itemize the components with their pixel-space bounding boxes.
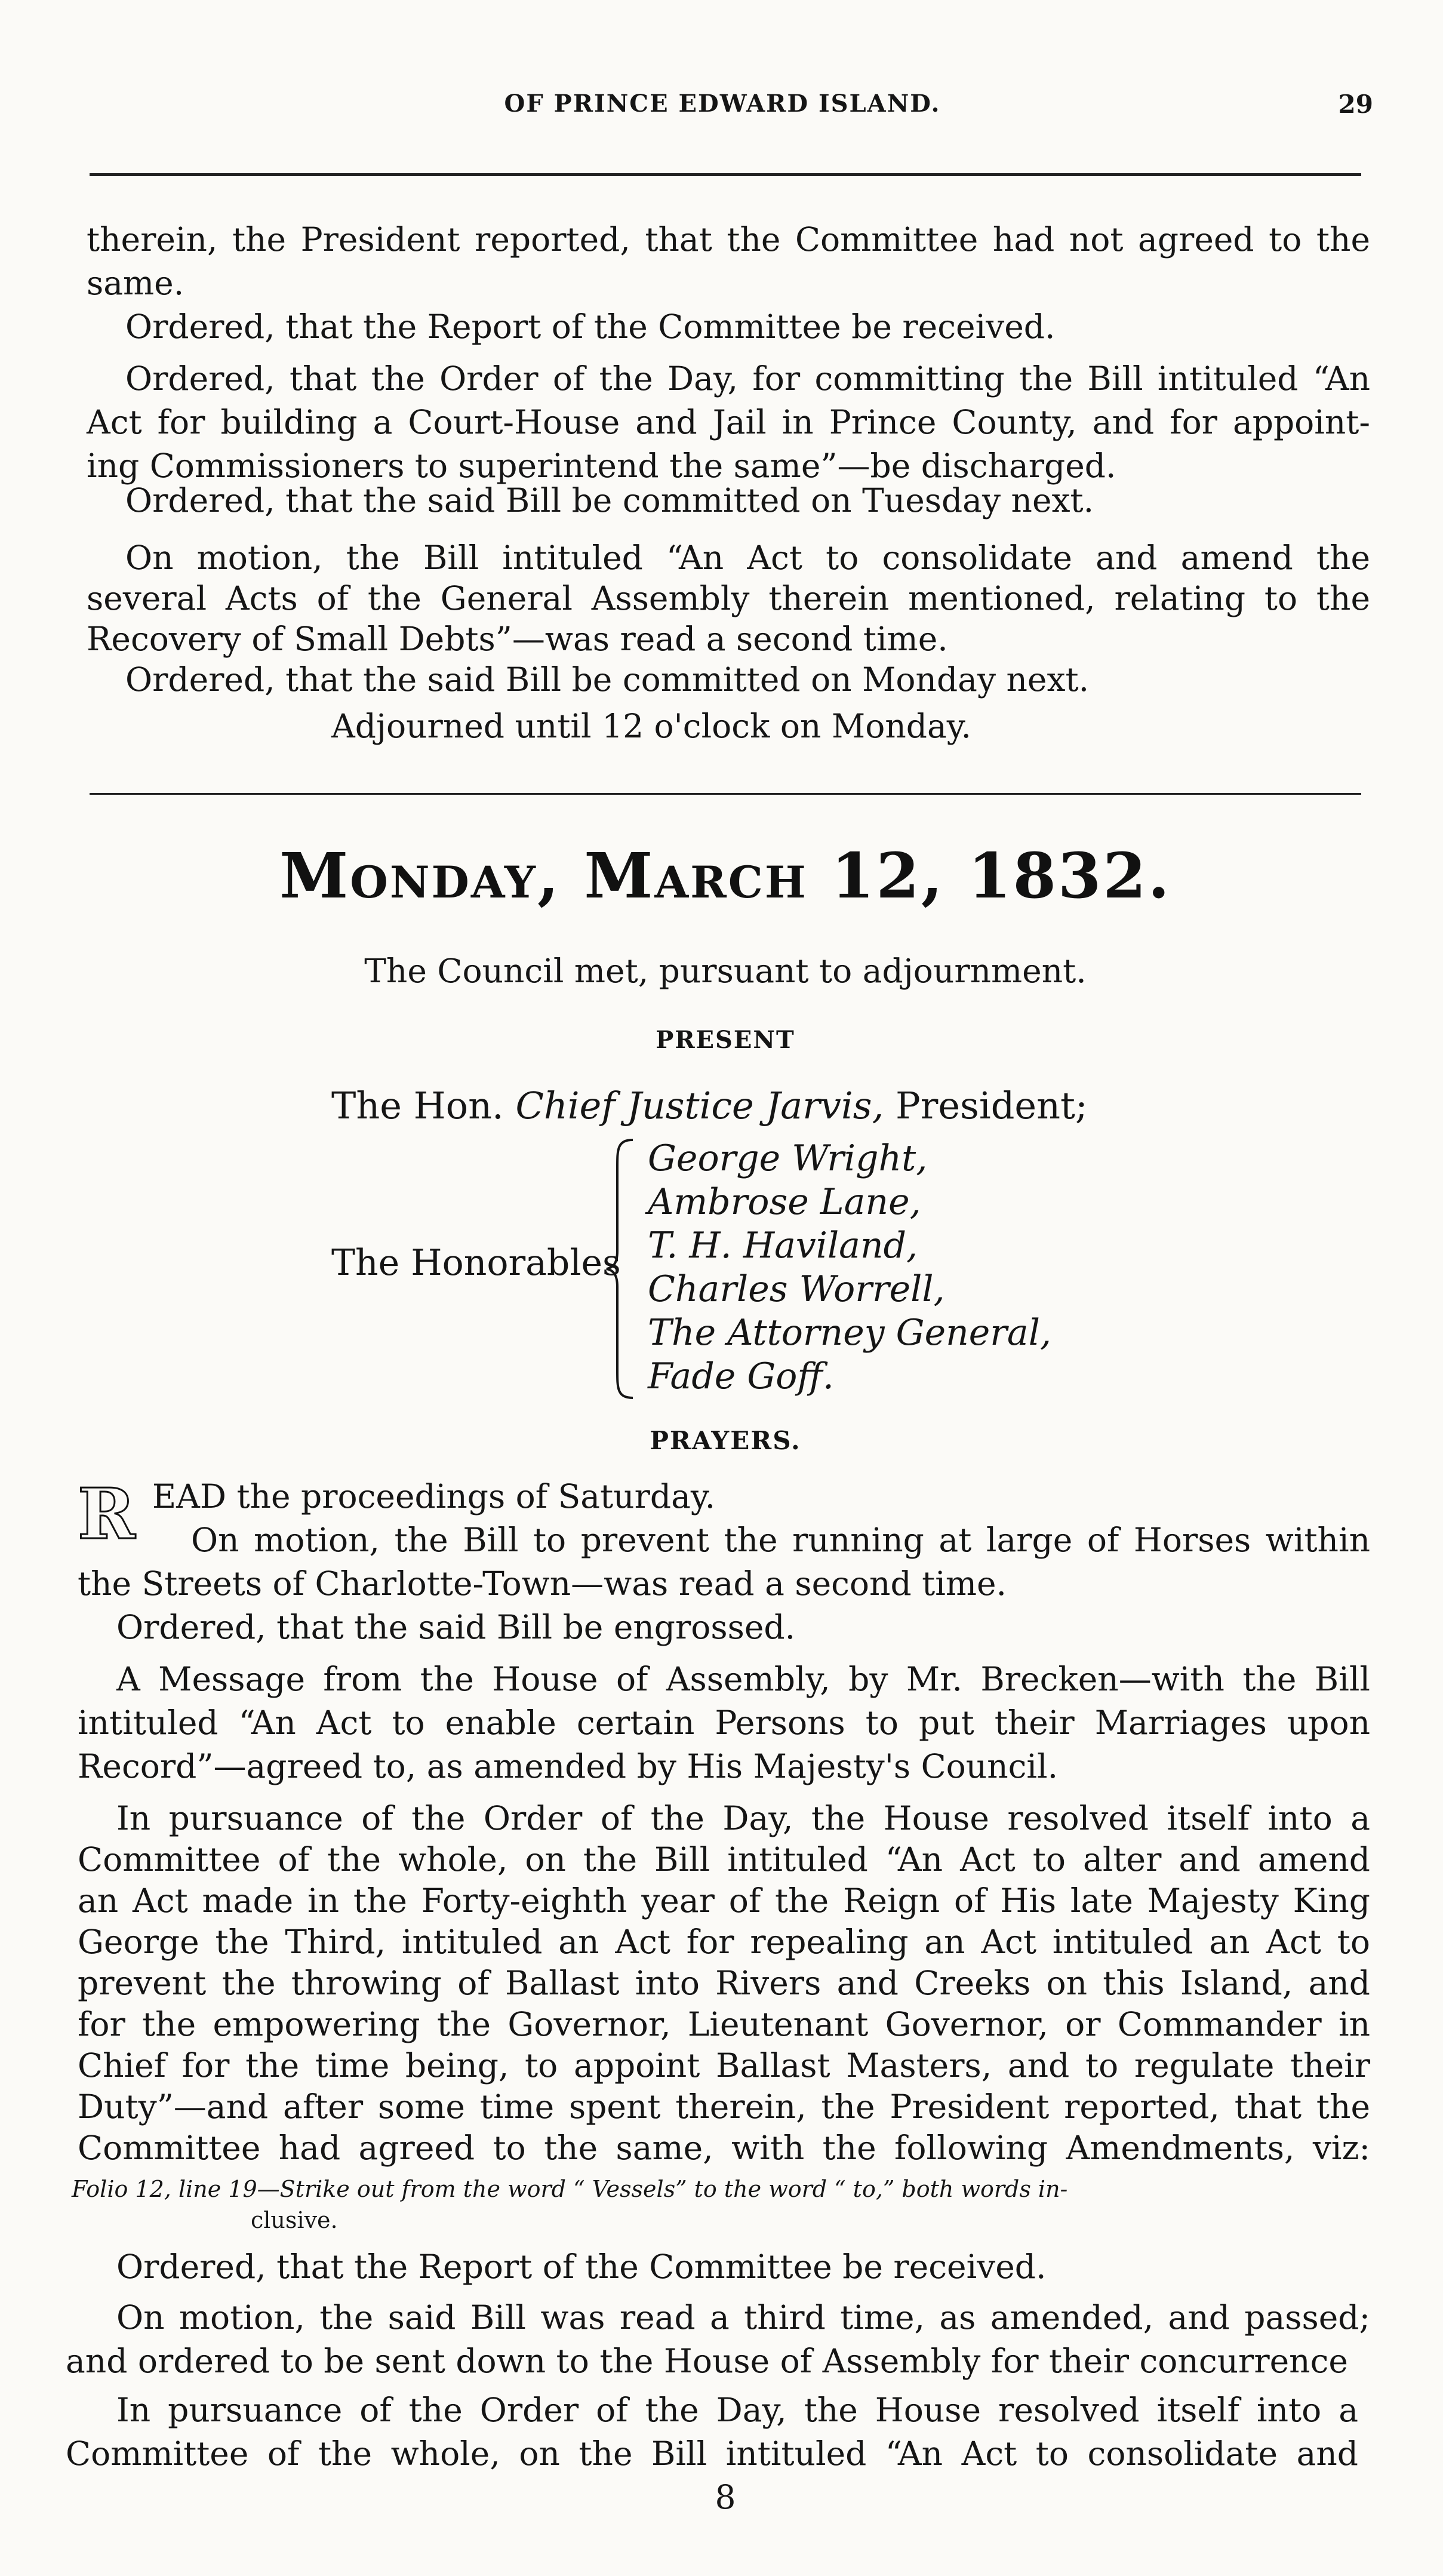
text-line: In pursuance of the Order of the Day, the House resolved itself into a [116, 1799, 1370, 1837]
text-line: prevent the throwing of Ballast into Rivers and Creeks on this Island, and [78, 1964, 1370, 2002]
president-line [331, 1084, 1088, 1127]
member-name: Charles Worrell, [648, 1268, 945, 1310]
text-line: On motion, the Bill to prevent the running at large of Horses within [191, 1521, 1370, 1559]
amendment-note: clusive. [251, 2207, 338, 2233]
council-met-line: The Council met, pursuant to adjournment. [364, 952, 1087, 990]
signature-mark: 8 [715, 2478, 736, 2516]
text-line: Ordered, that the said Bill be committed on Tuesday next. [125, 481, 1094, 519]
sitting-date-heading: Monday, March 12, 1832. [279, 839, 1171, 912]
text-line: Ordered, that the said Bill be committed on Monday next. [125, 660, 1090, 699]
text-line: Record”—agreed to, as amended by His Majesty's Council. [78, 1747, 1059, 1785]
text-line: Duty”—and after some time spent therein, the President reported, that the [78, 2088, 1370, 2126]
text-line: Ordered, that the Report of the Committee be received. [125, 308, 1056, 346]
text-line: In pursuance of the Order of the Day, the House resolved itself into a [116, 2391, 1358, 2429]
member-name: The Attorney General, [648, 1312, 1051, 1354]
text-line: Committee of the whole, on the Bill intituled “An Act to consolidate and [66, 2434, 1358, 2473]
text-line: Ordered, that the Report of the Committee be received. [116, 2248, 1047, 2286]
member-name: Fade Goff. [648, 1355, 834, 1397]
text-line: for the empowering the Governor, Lieutenant Governor, or Commander in [78, 2005, 1370, 2043]
text-line: Committee of the whole, on the Bill intituled “An Act to alter and amend [78, 1840, 1370, 1879]
president-name: Chief Justice Jarvis, [515, 1084, 884, 1127]
text-line: and ordered to be sent down to the House of Assembly for their concurrence [66, 2342, 1348, 2380]
text-line: Act for building a Court-House and Jail in Prince County, and for appoint- [87, 403, 1370, 441]
prayers-label: PRAYERS. [650, 1426, 801, 1455]
member-name: Ambrose Lane, [648, 1181, 921, 1223]
adjournment-line: Adjourned until 12 o'clock on Monday. [331, 707, 972, 745]
text-line: George the Third, intituled an Act for repealing an Act intituled an Act to [78, 1923, 1370, 1961]
member-name: George Wright, [648, 1138, 928, 1179]
text-line: Chief for the time being, to appoint Ballast Masters, and to regulate their [78, 2046, 1370, 2085]
page-header [72, 90, 1373, 131]
member-name: T. H. Haviland, [648, 1225, 918, 1267]
hon-prefix: The Hon. [331, 1084, 504, 1127]
text-line: an Act made in the Forty-eighth year of the Reign of His late Majesty King [78, 1882, 1370, 1920]
text-line: On motion, the Bill intituled “An Act to consolidate and amend the [125, 539, 1370, 577]
drop-cap: R [78, 1474, 136, 1555]
text-line: same. [87, 264, 184, 302]
text-line: the Streets of Charlotte-Town—was read a second time. [78, 1564, 1007, 1603]
curly-brace-icon [604, 1138, 640, 1400]
page-number: 29 [1338, 90, 1373, 119]
text-line: Recovery of Small Debts”—was read a second time. [87, 620, 948, 658]
text-line: intituled “An Act to enable certain Persons to put their Marriages upon [78, 1704, 1370, 1742]
amendment-note: Folio 12, line 19—Strike out from the word “ Vessels” to the word “ to,” both words in- [72, 2176, 1068, 2202]
president-role: President; [896, 1084, 1088, 1127]
text-line: Ordered, that the said Bill be engrossed. [116, 1608, 796, 1646]
section-rule [90, 793, 1361, 795]
text-line: ing Commissioners to superintend the same”—be discharged. [87, 447, 1116, 485]
text-line: Committee had agreed to the same, with the following Amendments, viz: [78, 2129, 1370, 2167]
text-line: several Acts of the General Assembly therein mentioned, relating to the [87, 579, 1370, 617]
text-line: On motion, the said Bill was read a third time, as amended, and passed; [116, 2298, 1370, 2337]
text-line: A Message from the House of Assembly, by Mr. Brecken—with the Bill [116, 1660, 1370, 1698]
running-head: OF PRINCE EDWARD ISLAND. [504, 90, 941, 118]
present-label: PRESENT [656, 1026, 795, 1054]
text-line: EAD the proceedings of Saturday. [152, 1477, 716, 1516]
text-line: Ordered, that the Order of the Day, for committing the Bill intituled “An [125, 359, 1370, 398]
header-rule [90, 173, 1361, 176]
honorables-label: The Honorables [331, 1242, 621, 1284]
text-line: therein, the President reported, that the Committee had not agreed to the [87, 220, 1370, 259]
